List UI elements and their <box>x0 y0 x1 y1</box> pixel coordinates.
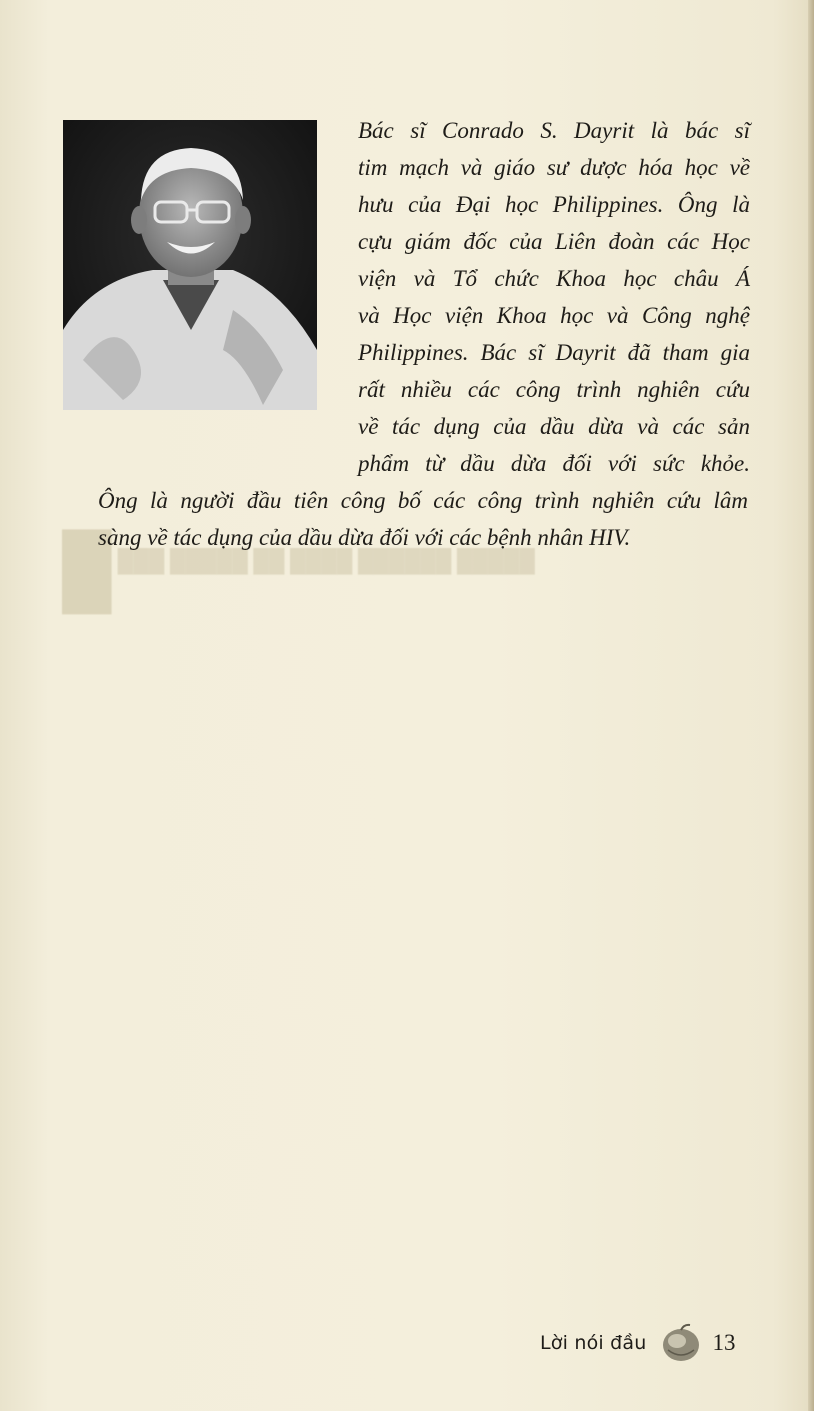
bio-line: sàng về tác dụng của dầu dừa đối với các bệnh nhân HIV. <box>98 525 631 550</box>
bio-line: và Học viện Khoa học và Công nghệ <box>358 303 750 328</box>
bio-line: về tác dụng của dầu dừa và các sản <box>358 414 750 439</box>
bio-line: hưu của Đại học Philippines. Ông là <box>358 192 750 217</box>
bio-line: phẩm từ dầu dừa đối với sức khỏe. <box>358 451 750 476</box>
bio-line: viện và Tổ chức Khoa học châu Á <box>358 266 750 291</box>
chapter-title: Lời nói đầu <box>540 1332 647 1354</box>
bio-beside-photo <box>358 112 750 482</box>
bio-line: cựu giám đốc của Liên đoàn các Học <box>358 229 750 254</box>
bio-line: tim mạch và giáo sư dược hóa học về <box>358 155 750 180</box>
coconut-icon <box>660 1322 702 1364</box>
bio-line: Philippines. Bác sĩ Dayrit đã tham gia <box>358 340 750 365</box>
page-footer <box>540 1318 750 1368</box>
bio-line: Bác sĩ Conrado S. Dayrit là bác sĩ <box>358 118 750 143</box>
author-portrait-photo <box>63 120 317 410</box>
page-number: 13 <box>712 1330 736 1355</box>
bio-line: Ông là người đầu tiên công bố các công trình nghiên cứu lâm <box>98 488 748 513</box>
bio-line: rất nhiều các công trình nghiên cứu <box>358 377 750 402</box>
bio-full-width <box>98 482 748 556</box>
page-edge-shadow <box>808 0 814 1411</box>
show-through-texture: █ ███ █████ ██ ████ ██████ █████ <box>62 532 535 609</box>
